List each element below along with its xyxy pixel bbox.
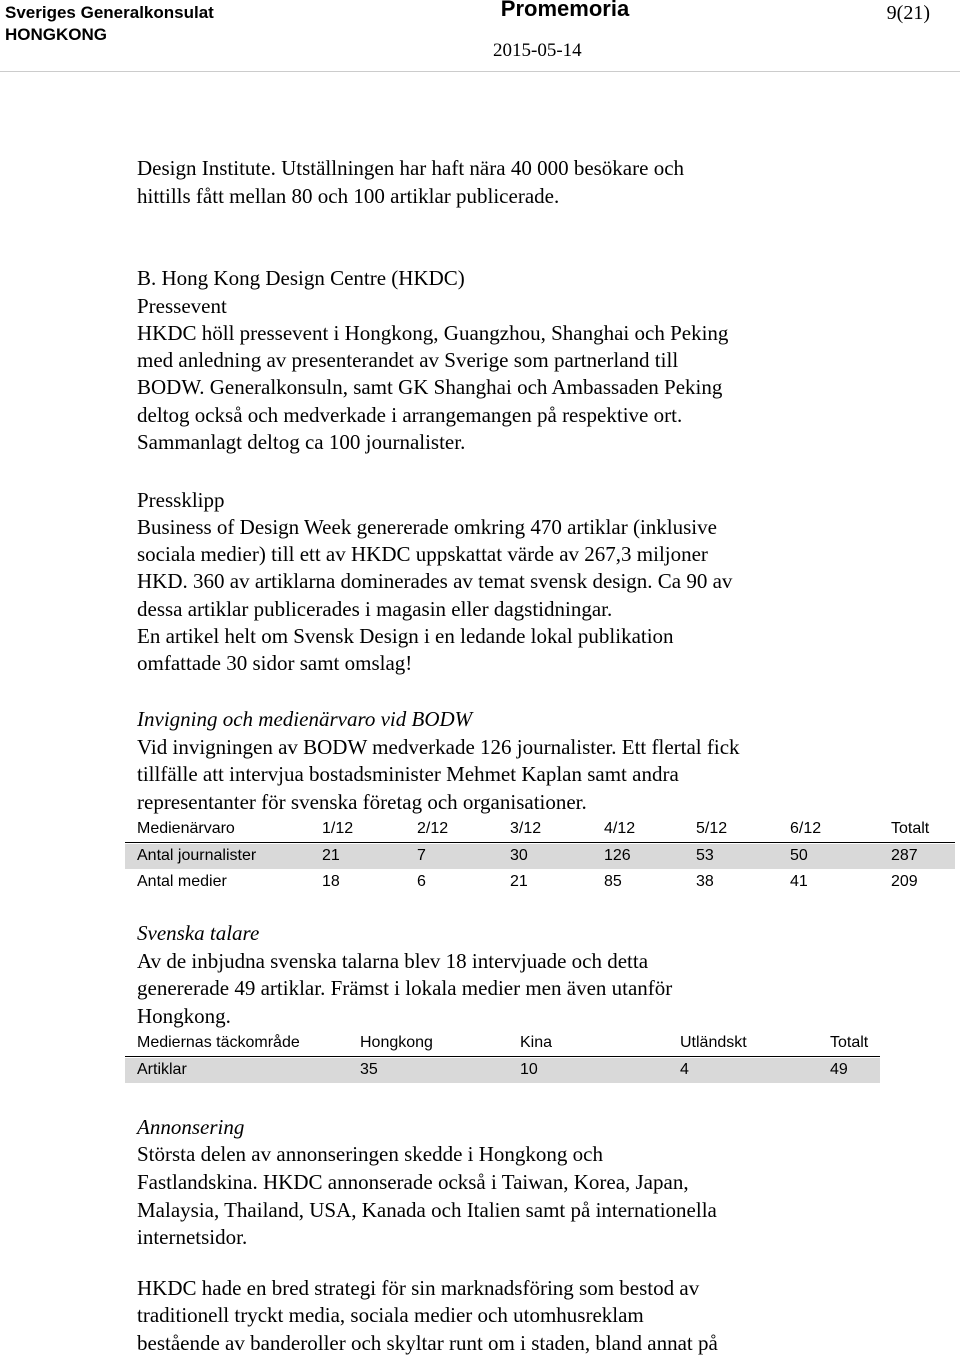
table-cell: 126 — [604, 847, 631, 864]
table-header-cell: 4/12 — [604, 820, 636, 837]
table-cell: 41 — [790, 873, 808, 890]
table-cell: 85 — [604, 873, 622, 890]
table-header-cell: 6/12 — [790, 820, 822, 837]
table-cell: 209 — [891, 873, 918, 890]
text-line: BODW. Generalkonsuln, samt GK Shanghai och Ambassaden Peking — [137, 375, 723, 399]
text-line: Sammanlagt deltog ca 100 journalister. — [137, 430, 466, 454]
text-line: hittills fått mellan 80 och 100 artiklar publicerade. — [137, 184, 560, 208]
text-line: En artikel helt om Svensk Design i en ledande lokal publikation — [137, 624, 674, 648]
table-header-cell: Kina — [520, 1034, 553, 1051]
media-presence-table — [125, 817, 955, 897]
text-line: Hongkong. — [137, 1004, 231, 1028]
document-date: 2015-05-14 — [493, 40, 582, 61]
table-cell: Artiklar — [137, 1061, 187, 1078]
table-header-cell: Mediernas täckområde — [137, 1034, 300, 1051]
text-line: Design Institute. Utställningen har haft nära 40 000 besökare och — [137, 156, 685, 180]
table-cell: 7 — [417, 847, 426, 864]
text-line: med anledning av presenterandet av Sverige som partnerland till — [137, 348, 679, 372]
header-divider — [0, 71, 960, 72]
table-row — [125, 1058, 880, 1083]
org-name: Sveriges Generalkonsulat — [5, 3, 214, 22]
subheading-pressklipp: Pressklipp — [137, 488, 225, 512]
subheading-invigning: Invigning och medienärvaro vid BODW — [137, 707, 473, 731]
table-cell: 38 — [696, 873, 714, 890]
text-line: bestående av banderoller och skyltar runt om i staden, bland annat på — [137, 1331, 718, 1355]
page-number: 9(21) — [886, 2, 930, 24]
text-line: Malaysia, Thailand, USA, Kanada och Italien samt på internationella — [137, 1198, 717, 1222]
text-line: Av de inbjudna svenska talarna blev 18 intervjuade och detta — [137, 949, 649, 973]
text-line: HKDC höll pressevent i Hongkong, Guangzhou, Shanghai och Peking — [137, 321, 729, 345]
text-line: internetsidor. — [137, 1225, 248, 1249]
table-cell: 53 — [696, 847, 714, 864]
table-header-cell: 1/12 — [322, 820, 354, 837]
table-header-cell: Utländskt — [680, 1034, 747, 1051]
table-rule — [125, 842, 955, 843]
table-row — [125, 870, 955, 895]
subheading-svenska-talare: Svenska talare — [137, 921, 260, 945]
table-header-cell: Medienärvaro — [137, 820, 235, 837]
text-line: deltog också och medverkade i arrangemangen på respektive ort. — [137, 403, 683, 427]
table-header-cell: Totalt — [891, 820, 930, 837]
text-line: Business of Design Week genererade omkring 470 artiklar (inklusive — [137, 515, 717, 539]
table-header-cell: 3/12 — [510, 820, 542, 837]
text-line: dessa artiklar publicerades i magasin eller dagstidningar. — [137, 597, 613, 621]
table-rule — [125, 1056, 880, 1057]
subheading-annonsering: Annonsering — [137, 1115, 245, 1139]
text-line: Största delen av annonseringen skedde i Hongkong och — [137, 1142, 603, 1166]
table-header-cell: Totalt — [830, 1034, 869, 1051]
document-title: Promemoria — [500, 0, 630, 21]
table-cell: 21 — [510, 873, 528, 890]
table-cell: 10 — [520, 1061, 538, 1078]
table-cell: 6 — [417, 873, 426, 890]
text-line: Fastlandskina. HKDC annonserade också i Taiwan, Korea, Japan, — [137, 1170, 689, 1194]
table-cell: 287 — [891, 847, 918, 864]
table-cell: 21 — [322, 847, 340, 864]
table-header-cell: 5/12 — [696, 820, 728, 837]
text-line: HKDC hade en bred strategi för sin marknadsföring som bestod av — [137, 1276, 700, 1300]
text-line: genererade 49 artiklar. Främst i lokala medier men även utanför — [137, 976, 673, 1000]
text-line: HKD. 360 av artiklarna dominerades av temat svensk design. Ca 90 av — [137, 569, 733, 593]
coverage-table — [125, 1031, 880, 1085]
subheading-pressevent: Pressevent — [137, 294, 227, 318]
text-line: sociala medier) till ett av HKDC uppskattat värde av 267,3 miljoner — [137, 542, 708, 566]
text-line: traditionell tryckt media, sociala medier och utomhusreklam — [137, 1303, 644, 1327]
section-heading: B. Hong Kong Design Centre (HKDC) — [137, 266, 465, 290]
table-cell: Antal medier — [137, 873, 227, 890]
table-row — [125, 844, 955, 869]
table-cell: 18 — [322, 873, 340, 890]
text-line: Vid invigningen av BODW medverkade 126 journalister. Ett flertal fick — [137, 735, 740, 759]
text-line: tillfälle att intervjua bostadsminister Mehmet Kaplan samt andra — [137, 762, 679, 786]
table-header-row — [125, 817, 955, 842]
text-line: omfattade 30 sidor samt omslag! — [137, 651, 413, 675]
table-cell: 4 — [680, 1061, 689, 1078]
table-header-cell: Hongkong — [360, 1034, 433, 1051]
table-cell: 49 — [830, 1061, 848, 1078]
org-city: HONGKONG — [5, 25, 107, 44]
table-cell: Antal journalister — [137, 847, 257, 864]
table-header-cell: 2/12 — [417, 820, 449, 837]
table-cell: 50 — [790, 847, 808, 864]
table-header-row — [125, 1031, 880, 1056]
table-cell: 35 — [360, 1061, 378, 1078]
table-cell: 30 — [510, 847, 528, 864]
text-line: representanter för svenska företag och organisationer. — [137, 790, 587, 814]
